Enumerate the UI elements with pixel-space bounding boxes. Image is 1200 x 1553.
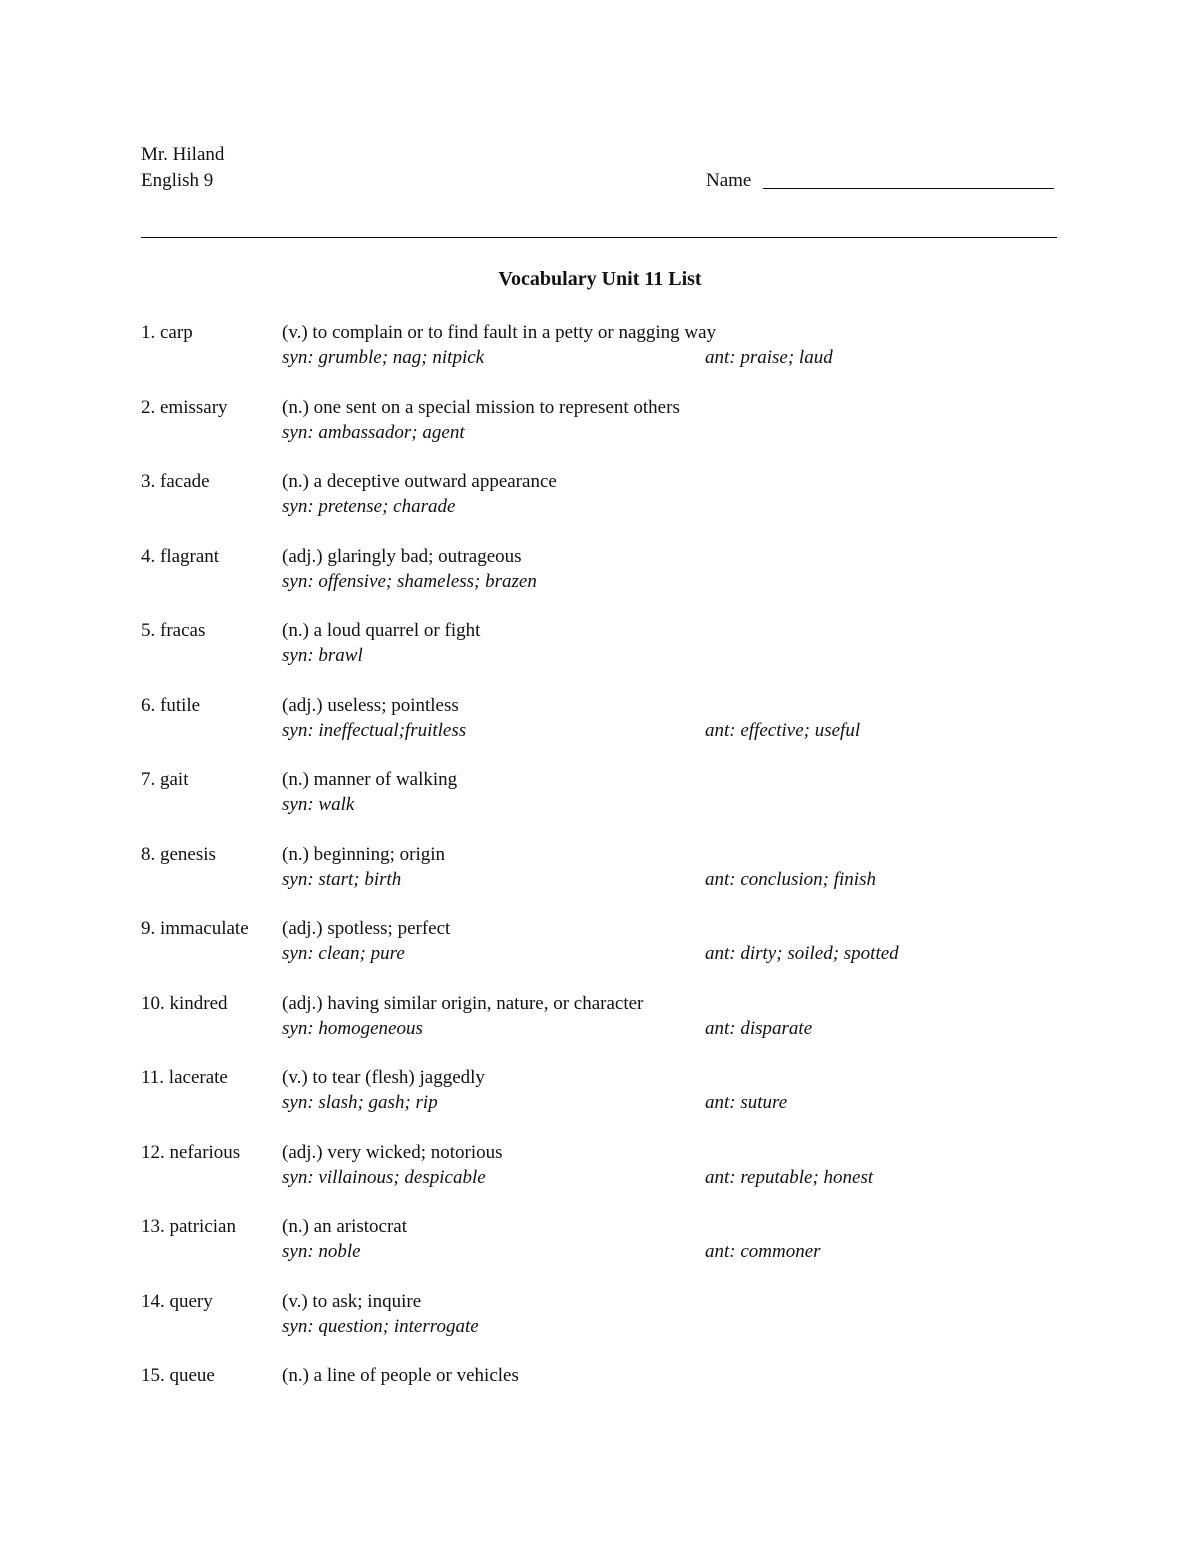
vocab-definition: (adj.) spotless; perfect [282,918,451,939]
vocab-entry [0,919,1200,969]
vocab-definition: (adj.) glaringly bad; outrageous [282,546,522,567]
vocab-synonyms: syn: ambassador; agent [282,422,465,443]
vocab-antonyms: ant: conclusion; finish [705,869,876,890]
vocab-antonyms: ant: commoner [705,1241,821,1262]
vocab-synonyms: syn: walk [282,794,355,815]
vocab-definition: (n.) a deceptive outward appearance [282,471,557,492]
vocab-entry [0,994,1200,1044]
vocab-definition: (n.) a line of people or vehicles [282,1365,519,1386]
teacher-name: Mr. Hiland [141,144,225,165]
vocab-synonyms: syn: villainous; despicable [282,1167,486,1188]
vocab-word: 10. kindred [141,993,228,1014]
vocab-entry [0,1068,1200,1118]
vocab-definition: (n.) a loud quarrel or fight [282,620,481,641]
vocab-synonyms: syn: slash; gash; rip [282,1092,438,1113]
vocab-entry [0,472,1200,522]
vocab-definition: (n.) beginning; origin [282,844,446,865]
vocab-synonyms: syn: ineffectual;fruitless [282,720,467,741]
vocab-entry [0,547,1200,597]
vocab-definition: (n.) an aristocrat [282,1216,408,1237]
vocab-entry [0,1292,1200,1342]
vocab-antonyms: ant: praise; laud [705,347,833,368]
vocab-entry [0,1217,1200,1267]
vocab-entry [0,1366,1200,1416]
vocab-synonyms: syn: noble [282,1241,361,1262]
vocab-word: 8. genesis [141,844,216,865]
vocab-synonyms: syn: offensive; shameless; brazen [282,571,537,592]
vocab-word: 1. carp [141,322,193,343]
vocab-synonyms: syn: grumble; nag; nitpick [282,347,485,368]
page-title: Vocabulary Unit 11 List [498,268,702,290]
vocab-synonyms: syn: clean; pure [282,943,405,964]
vocab-word: 7. gait [141,769,189,790]
vocab-word: 6. futile [141,695,201,716]
vocab-entry [0,398,1200,448]
vocab-definition: (adj.) having similar origin, nature, or character [282,993,644,1014]
vocab-definition: (v.) to complain or to find fault in a petty or nagging way [282,322,717,343]
vocab-definition: (adj.) very wicked; notorious [282,1142,503,1163]
vocab-synonyms: syn: question; interrogate [282,1316,479,1337]
vocab-word: 9. immaculate [141,918,249,939]
vocab-definition: (v.) to ask; inquire [282,1291,422,1312]
vocab-synonyms: syn: brawl [282,645,363,666]
vocab-word: 13. patrician [141,1216,236,1237]
vocab-word: 11. lacerate [141,1067,228,1088]
vocab-word: 5. fracas [141,620,206,641]
vocab-definition: (v.) to tear (flesh) jaggedly [282,1067,485,1088]
vocab-antonyms: ant: dirty; soiled; spotted [705,943,899,964]
vocab-entry [0,770,1200,820]
vocab-word: 12. nefarious [141,1142,241,1163]
vocab-antonyms: ant: suture [705,1092,788,1113]
vocab-entry [0,696,1200,746]
vocab-entry [0,845,1200,895]
vocab-synonyms: syn: pretense; charade [282,496,456,517]
vocab-definition: (n.) manner of walking [282,769,458,790]
vocab-word: 15. queue [141,1365,215,1386]
vocab-definition: (adj.) useless; pointless [282,695,459,716]
course-name: English 9 [141,170,214,191]
vocab-entry [0,1143,1200,1193]
name-label: Name [706,170,752,191]
header-divider [141,237,1057,238]
vocab-word: 3. facade [141,471,210,492]
name-blank-line [763,188,1054,189]
vocab-antonyms: ant: disparate [705,1018,813,1039]
vocab-synonyms: syn: start; birth [282,869,402,890]
vocab-synonyms: syn: homogeneous [282,1018,423,1039]
vocab-word: 14. query [141,1291,213,1312]
vocab-word: 2. emissary [141,397,228,418]
vocab-word: 4. flagrant [141,546,220,567]
vocab-antonyms: ant: effective; useful [705,720,861,741]
vocab-entry [0,323,1200,373]
vocab-entry [0,621,1200,671]
vocab-definition: (n.) one sent on a special mission to represent others [282,397,680,418]
vocab-antonyms: ant: reputable; honest [705,1167,874,1188]
